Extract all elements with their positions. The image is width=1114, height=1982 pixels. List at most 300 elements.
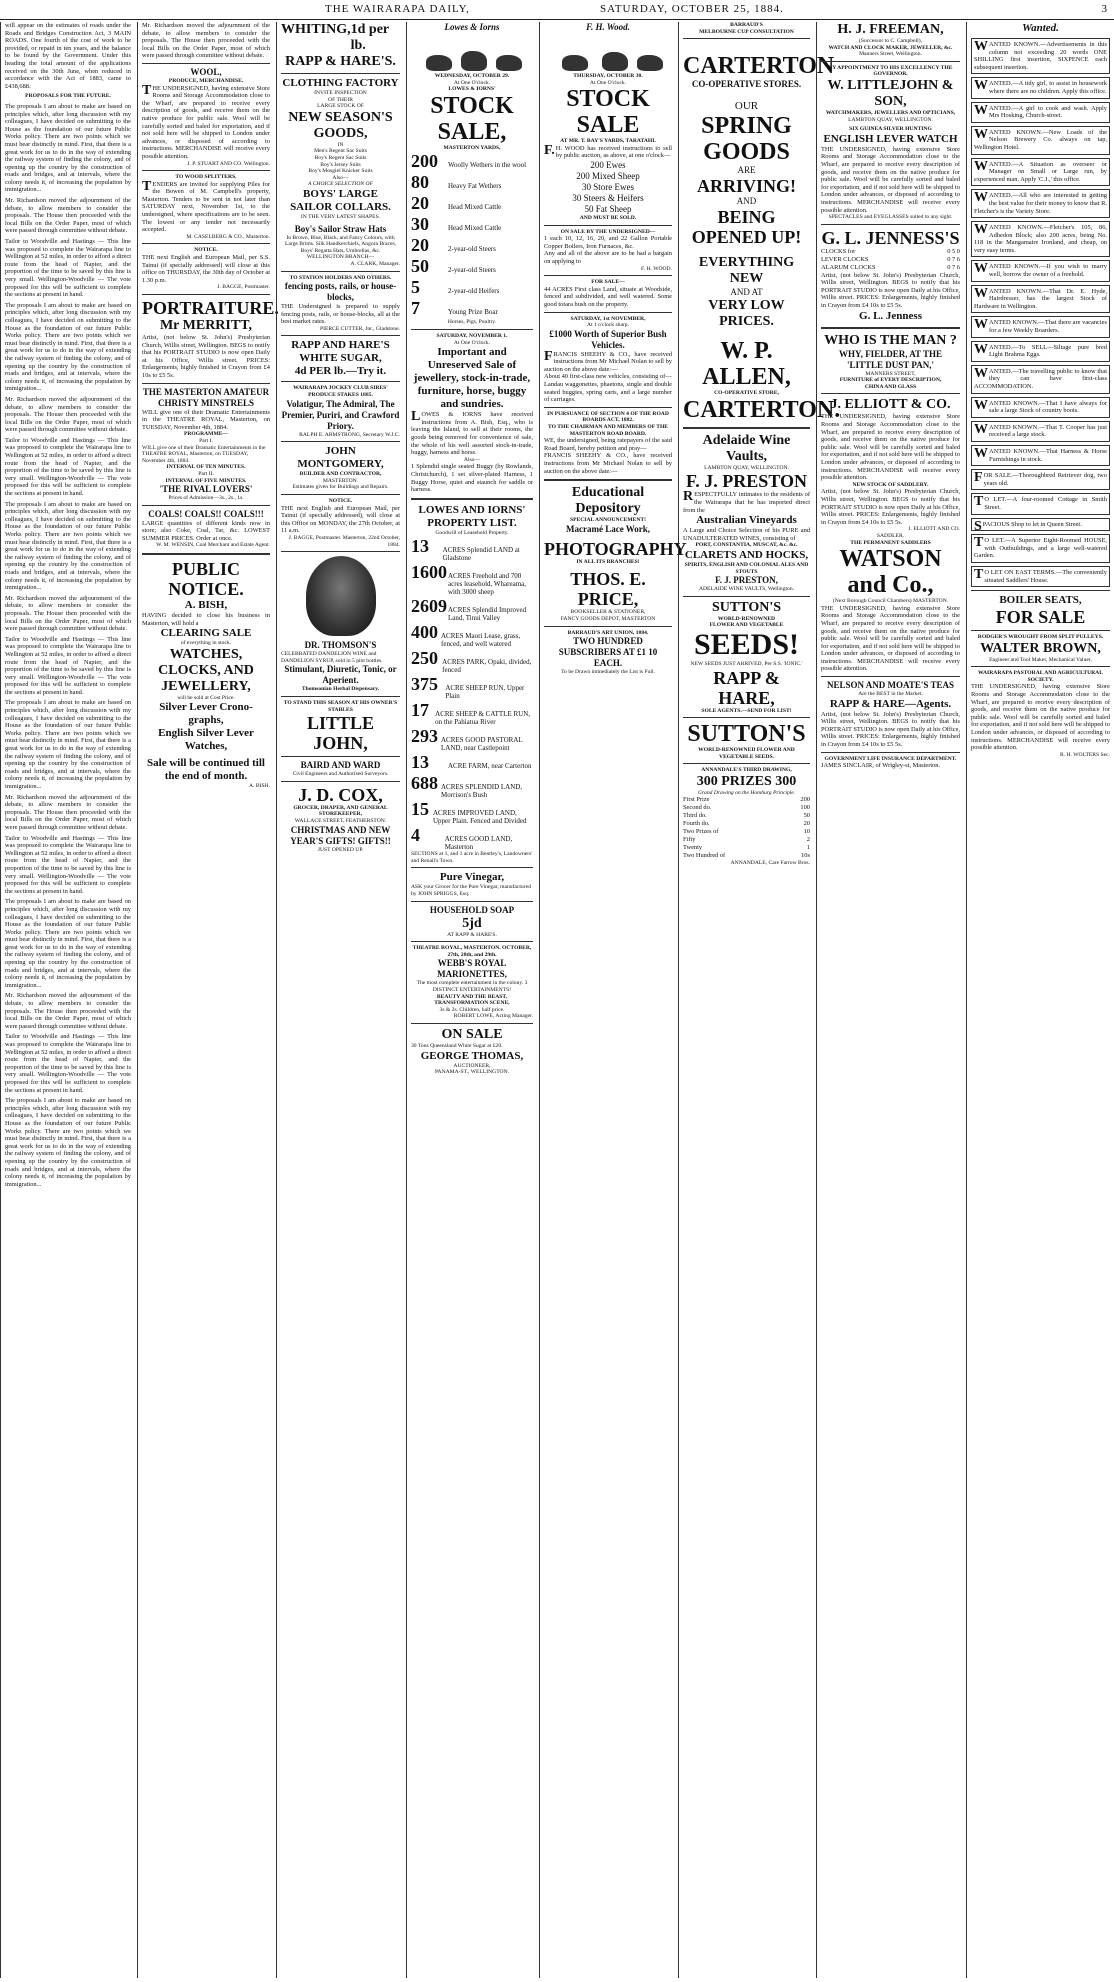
theatre-royal: THEATRE ROYAL, MASTERTON. OCTOBER, 27th, 28th, and 29th. (412, 945, 532, 958)
thursday-date: THURSDAY, OCTOBER 30. (573, 73, 643, 79)
builder-location: MASTERTON. (322, 477, 359, 484)
property-label: ACRES GOOD LAND, Masterton (444, 835, 513, 852)
lot-label: 2-year-old Heifers (448, 287, 500, 296)
cox-name: J. D. COX, (298, 784, 383, 805)
news-body-2: Mr. Richardson moved the adjournment of the debate, to allow members to consider the proposals. The House then proceeded with the local Bills on the Order Paper, most of which were passed through committee without debate. (5, 197, 131, 235)
stock-item: 200 Mixed Sheep (576, 170, 640, 181)
melbourne-cup: MELBOURNE CUP CONSULTATION (699, 28, 794, 35)
watchmakers: WATCHMAKERS, JEWELLERS AND OPTICIANS, (825, 109, 956, 116)
prize-row (683, 804, 810, 812)
auctioneer: AUCTIONEER, (453, 1062, 491, 1069)
lot-number: 5 (411, 277, 420, 298)
adelaide-vaults: Adelaide Wine Vaults, (702, 432, 791, 464)
column-news (0, 22, 135, 1978)
lot-row (411, 235, 533, 256)
clock-row (821, 256, 960, 264)
wood-splitters-title: TO WOOD SPLITTERS. (175, 174, 237, 181)
latest-shapes: IN THE VERY LATEST SHAPES. (300, 213, 381, 220)
prize-value: 1 (806, 844, 810, 852)
prize-row (683, 852, 810, 860)
petition-filler: FRANCIS SHEEHY & CO., have received instructions from Mr Michael Nolan to sell by auction on the above date:— (544, 452, 672, 475)
news-body-3-repeat-2: Tailor to Woodville and Hastings — This line was proposed to complete the Wairarapa line to Wellington at 52 miles, in order to afford a direct route from the head of Napier, and the proportion of the time to be saved by this line is very small. Wellington-Woodville — The vote proposed for this will be sufficient to complete the sections at present in hand. (5, 635, 131, 696)
by-appointment: BY APPOINTMENT TO HIS EXCELLENCY THE GOVERNOR. (828, 64, 953, 78)
builder-estimates: Estimates given for Buildings and Repairs. (292, 484, 389, 491)
property-label: ACRES Freehold and 700 acres leasehold, Whareama, with 3000 sheep (448, 572, 526, 597)
australian-vineyards: Australian Vineyards (696, 514, 797, 527)
wanted-ad: WANTED KNOWN.—That T. Cooper has just received a large stock. (971, 421, 1110, 442)
thos-price: THOS. E. PRICE, (570, 569, 646, 610)
prize-value: 2 (806, 836, 810, 844)
stock-item: 30 Store Ewes (582, 181, 634, 192)
coop-stores: CO-OPERATIVE STORES. (691, 79, 802, 90)
wanted-ad: WANTED KNOWN.—That Dr. E. Hyde, Hairdresser, has the largest Stock of Hardware in Wellington. (971, 285, 1110, 314)
lot-row (411, 172, 533, 193)
vehicles-list: About 40 first-class new vehicles, consisting of— (544, 373, 672, 381)
annandale-sign: ANNANDALE, Care Farrow Bros. (730, 860, 810, 867)
wanted-heading: Wanted. (1022, 22, 1059, 34)
property-number: 688 (411, 773, 438, 794)
notice-sign: J. BAGGE, Postmaster. (217, 284, 270, 291)
lot-row (411, 298, 533, 319)
whiting-title: WHITING, (281, 22, 351, 37)
lot-label: Woolly Wethers in the wool (448, 161, 527, 170)
merritt-name: Mr MERRITT, (159, 318, 253, 333)
freeman-successor: (Successor to C. Campbell), (859, 38, 922, 44)
prize-name: First Prize (683, 796, 710, 804)
prize-row (683, 828, 810, 836)
little-john-heading: TO STAND THIS SEASON AT HIS OWNER'S STABLES (283, 699, 398, 713)
wanted-ad: WANTED.—To SELL—Siltage pure bred Light Brahma Eggs. (971, 341, 1110, 362)
wanted-ad: WANTED KNOWN.—That Harness & Horse Furnishings in stock. (971, 445, 1110, 466)
educational-depository: Educational Depository (571, 485, 645, 517)
pastoral-body: THE UNDERSIGNED, having extensive Store Rooms and Storage Accommodation close to the Wharf, are prepared to receive every description of goods, and receive them on the native produce for public sale. Wool will be carefully sorted and baled for exportation, and if not sold here will be shipped to London under advances, or disposed of according to instructions. MERCHANDISE will receive every possible attention. (971, 683, 1110, 752)
our-label: OUR (734, 100, 759, 113)
portraiture-title: PORTRAITURE. (142, 298, 279, 318)
wanted-ad: WANTED.—The travelling public to know that they can have first-class ACCOMMODATION. (971, 365, 1110, 394)
stock-item: 200 Ewes (590, 159, 626, 170)
property-row (411, 700, 533, 726)
suttons-title: SUTTON'S (712, 599, 781, 615)
being-opened: BEING OPENED UP! (691, 207, 802, 248)
property-number: 250 (411, 648, 438, 669)
barraud-title: BARRAUD'S (730, 22, 763, 28)
prize-row (683, 796, 810, 804)
property-row (411, 752, 533, 773)
clock-row (821, 264, 960, 272)
permanent-saddlers: THE PERMANENT SADDLERS (850, 539, 931, 546)
clock-name: CLOCKS for (821, 247, 856, 255)
notice-body: THE next English and European Mail, per S.S. Tainui (if specially addressed) will close at this office on THURSDAY, the 30th day of October at 1.30 p.m. (142, 254, 270, 284)
stimulant: Stimulant, Diuretic, Tonic, or Aperient. (284, 664, 397, 686)
on-sale-undersigned: ON SALE BY THE UNDERSIGNED— (560, 228, 656, 235)
property-row (411, 596, 533, 622)
new-saddlery: NEW STOCK OF SADDLERY. (852, 481, 929, 488)
property-row (411, 562, 533, 596)
jockey-title: WAIRARAPA JOCKEY CLUB SIRES' PRODUCE STAKES 1885. (293, 385, 388, 399)
important-sale: Important and Unreserved Sale of jewellery, stock-in-trade, furniture, horse, buggy and sundries. (413, 346, 531, 411)
prize-name: Fourth do. (683, 820, 710, 828)
property-row (411, 773, 533, 799)
fielder: WHY, FIELDER, AT THE 'LITTLE DUST PAN,' (839, 348, 942, 370)
insurance-body: JAMES SINCLAIR, of Wrigley-st, Masterton. (821, 762, 941, 770)
sailor-collars: BOYS' LARGE SAILOR COLLARS. (290, 187, 391, 213)
lambton-quay-2: LAMBTON QUAY, WELLINGTON. (848, 116, 933, 123)
lot-row (411, 214, 533, 235)
who-is-the-man: WHO IS THE MAN ? (824, 332, 957, 348)
dr-thomson: DR. THOMSON'S (304, 640, 377, 651)
horses-pigs: Horses, Pigs, Poultry. (447, 319, 497, 326)
clark-manager: A. CLARK, Manager. (350, 260, 400, 267)
property-label: ACRES PARK, Opaki, divided, fenced (442, 658, 532, 675)
straw-hats: Boy's Sailor Straw Hats (294, 223, 387, 234)
news-body: The proposals I am about to make are based on principles which, after long discussion with my colleagues, I have decided on submitting to the House as the foundation of our future Public Works policy. There are two points which we must bear distinctly in mind. First, that there is a great work for us to do in the way of extending the railway system of finding the colony, and of opening up the country by the construction of roads and bridges, and at intervals, where the colony needs it, of increasing the population by immigration... (5, 102, 131, 194)
wednesday-date: WEDNESDAY, OCTOBER 29. (434, 73, 510, 79)
wood-splitters-sign: M. CASELBERG & CO., Masterton. (186, 233, 270, 240)
cost-price: will be sold at Cost Price. (177, 694, 235, 701)
walter-brown: WALTER BROWN, (980, 640, 1101, 656)
property-label: ACRES Splendid LAND at Gladstone (442, 546, 520, 563)
on-sale-title: ON SALE (441, 1027, 503, 1042)
boys-suits: Boy's Regent Sac Suits (314, 154, 367, 161)
watson-sub: (Next Borough Council Chambers) MASTERTON. (832, 598, 949, 605)
column-ads-2 (276, 22, 404, 1978)
clock-price: 0 7 6 (947, 263, 960, 271)
property-number: 400 (411, 622, 438, 643)
wool-title: WOOL, (190, 66, 222, 77)
prize-name: Third do. (683, 812, 707, 820)
lowes-iorns-label: LOWES & IORNS' (448, 86, 496, 93)
jenness-sign: G. L. Jenness (859, 309, 922, 322)
fencing-title: fencing posts, rails, or house-blocks, (284, 281, 397, 303)
furniture: FURNITURE of EVERY DESCRIPTION, (839, 377, 942, 384)
coals-body: LARGE quantities of different kinds now in store; also Coke, Coal, Tar, &c. LOWEST SUMMER PRICES. Order at once. (142, 519, 270, 542)
lot-number: 200 (411, 151, 438, 172)
watson-body: THE UNDERSIGNED, having extensive Store Rooms and Storage Accommodation close to the Wharf, are prepared to receive every description of goods, and receive them on the native produce for public sale. Wool will be carefully sorted and baled for exportation, and if not sold here will be shipped to London under advances, or disposed of according to instructions. MERCHANDISE will receive every possible attention. (821, 604, 960, 673)
lot-number: 7 (411, 298, 420, 319)
property-number: 13 (411, 536, 429, 557)
wood-heading: F. H. Wood. (586, 22, 630, 32)
pastoral-society: WAIRARAPA PASTORAL AND AGRICULTURAL SOCIETY. (978, 670, 1103, 683)
lot-number: 20 (411, 235, 429, 256)
white-sugar: RAPP AND HARE'S WHITE SUGAR, (291, 339, 390, 365)
jockey-sign: RALPH E. ARMSTRONG, Secretary W.J.C. (299, 431, 400, 438)
station-holders: TO STATION HOLDERS AND OTHERS. (289, 274, 392, 281)
sole-agents: SOLE AGENTS.—SEND FOR LIST! (701, 707, 792, 714)
for-sale-boilers: FOR SALE (995, 607, 1086, 628)
lot-label: Heavy Fat Wethers (448, 182, 502, 191)
english-lever-watch: ENGLISH LEVER WATCH (823, 132, 958, 145)
amateur-title: THE MASTERTON AMATEUR CHRISTY MINSTRELS (142, 386, 270, 408)
straw-body: In Brown, Blue, Black, and Fancy Colours, with Large Brims. Silk Handkerchiefs, Angora Braces, Boys' Regatta Hats, Umbrellas, &c. (284, 234, 397, 254)
news-body-2-repeat-4: Mr. Richardson moved the adjournment of the debate, to allow members to consider the proposals. The House then proceeded with the local Bills on the Order Paper, most of which were passed through committee without debate. (5, 992, 131, 1030)
choice-selection: A CHOICE SELECTION OF (307, 181, 373, 188)
saddlery-body: Artist, (not below St. John's) Presbyterian Church, Willis street, Wellington. BEGS to notify that his PORTRAIT STUDIO is now open Daily at his Office, Willis street. PRICES: Enlargements, highly finished in Crayon from £4 10s to £5 5s. (821, 488, 960, 526)
saturday-date: SATURDAY, NOVEMBER 1. (436, 332, 508, 339)
one-oclock-sharp: At 1 o'clock sharp. (586, 322, 630, 329)
property-label: ACRES SPLENDID LAND, Morrison's Bush (441, 783, 523, 800)
in-label: IN (337, 141, 344, 148)
life-insurance: GOVERNMENT LIFE INSURANCE DEPARTMENT. (824, 755, 957, 762)
prize-value: 10 (803, 828, 810, 836)
bish-sign: A. BISH. (249, 783, 270, 790)
special-announcement: SPECIAL ANNOUNCEMENT! (570, 517, 646, 524)
thursday-time: At One O'clock. (589, 79, 627, 86)
wanted-ad: WANTED.—A tidy girl, to assist in housework where there are no children. Apply this office. (971, 77, 1110, 98)
spirits: SPIRITS, ENGLISH AND COLONIAL ALES AND STOUTS (684, 561, 809, 575)
wolters-sign: R. H. WOLTERS Sec. (1059, 751, 1110, 758)
jenness-body: Artist, (not below St. John's) Presbyterian Church, Willis street, Wellington. BEGS to notify that his PORTRAIT STUDIO is now open Daily at his Office, Willis street. PRICES: Enlargements, highly finished in Crayon from £4 10s to £5 5s. (821, 271, 960, 310)
bay-yards: AT MR. T. BAY'S YARDS, TARATAHI. (560, 138, 656, 145)
new-seeds: NEW SEEDS JUST ARRIVED, Per S.S. 'IONIC.' (690, 660, 803, 667)
jenness-title: G. L. JENNESS'S (821, 227, 960, 248)
prize-row (683, 836, 810, 844)
prize-name: Twenty (683, 844, 703, 852)
property-label: ACRES IMPROVED LAND, Upper Plain. Fenced and Divided (432, 809, 527, 826)
cattle-illustration (417, 35, 527, 71)
prize-list (683, 796, 810, 860)
new-seasons: NEW SEASON'S GOODS, (288, 109, 393, 141)
clock-name: LEVER CLOCKS (821, 255, 869, 263)
bish-body: HAVING decided to close his business in Masterton, will hold a (142, 612, 270, 627)
soap-price: 5jd (462, 915, 482, 931)
prize-name: Second do. (683, 804, 712, 812)
masthead (0, 0, 1114, 20)
news-body-1-repeat-5: The proposals I am about to make are based on principles which, after long discussion with my colleagues, I have decided on submitting to the House as the foundation of our future Public Works policy. There are two points which we must bear distinctly in mind. First, that there is a great work for us to do in the way of extending the railway system of finding the colony, and of opening up the country by the construction of roads and bridges, and at intervals, where the colony needs it, of increasing the population by immigration... (5, 1097, 131, 1188)
news-body-1-repeat: The proposals I am about to make are based on principles which, after long discussion with my colleagues, I have decided on submitting to the House as the foundation of our future Public Works policy. There are two points which we must bear distinctly in mind. First, that there is a great work for us to do in the way of extending the railway system of finding the colony, and of opening up the country by the construction of roads and bridges, and at intervals, where the colony needs it, of increasing the population by immigration... (5, 301, 131, 393)
clock-list (821, 248, 960, 272)
property-row (411, 799, 533, 825)
wanted-ad: FOR SALE.—Thoroughbred Retriever dog, two years old. (971, 469, 1110, 490)
flower-vegetable: FLOWER AND VEGETABLE (709, 622, 784, 629)
column-jewellers (816, 22, 964, 1978)
montgomery-name: JOHN MONTGOMERY, (297, 445, 384, 471)
acting-manager: ROBERT LOWE, Acting Manager. (453, 1013, 533, 1020)
boys-jersey: Boy's Jersey Suits (320, 161, 361, 168)
rapp-agents: RAPP & HARE—Agents. (829, 697, 952, 710)
also-label-2: Also— (463, 456, 481, 463)
preston-name: F. J. PRESTON (685, 471, 808, 492)
property-number: 375 (411, 674, 438, 695)
lowes-heading: Lowes & Iorns (444, 22, 500, 32)
interval-2: INTERVAL OF FIVE MINUTES. (165, 477, 247, 484)
property-list (411, 536, 533, 851)
lots-list (411, 151, 533, 319)
boilers-body: 1 each 10, 12, 16, 20, and 22 Gallon Portable Copper Boilers, Iron Furnaces, &c. (544, 235, 672, 250)
two-hundred-subscribers: TWO HUNDRED SUBSCRIBERS AT £1 10 EACH. (558, 636, 658, 669)
wanted-ad: WANTED KNOWN.—New Loads of the Nelson Brewery Co. always on tap, Wellington Hotel. (971, 126, 1110, 155)
masthead-title: THE WAIRARAPA DAILY, (325, 3, 470, 15)
china-glass: CHINA AND GLASS (864, 383, 917, 390)
property-number: 1600 (411, 562, 447, 583)
public-notice-title: PUBLIC NOTICE. (168, 559, 244, 600)
news-body-1-repeat-3: The proposals I am about to make are based on principles which, after long discussion with my colleagues, I have decided on submitting to the House as the foundation of our future Public Works policy. There are two points which we must bear distinctly in mind. First, that there is a great work for us to do in the way of extending the railway system of finding the colony, and of opening up the country by the construction of roads and bridges, and at intervals, where the colony needs it, of increasing the population by immigration... (5, 699, 131, 790)
clock-row (821, 248, 960, 256)
prize-name: Two Prizes of (683, 828, 719, 836)
programme: PROGRAMME— (183, 431, 229, 438)
panama-street: PANAMA-ST., WELLINGTON. (434, 1069, 510, 1076)
merritt-body: Artist, (not below St. John's) Presbyterian Church, Willis street, Wellington. BEGS to notify that his PORTRAIT STUDIO is now open Daily at his Office, Willis street. PRICES: Enlargements, highly finished in Crayon from £4 10s to £5 5s. (142, 334, 270, 379)
interval-1: INTERVAL OF TEN MINUTES. (166, 464, 246, 471)
lot-label: 2-year-old Steers (448, 266, 496, 275)
wanted-ad: TO LET.—A four-roomed Cottage in Smith Street. (971, 493, 1110, 514)
everything-stock: of everything in stock. (180, 640, 232, 647)
lot-label: Head Mixed Cattle (448, 203, 502, 212)
art-union: BARRAUD'S ART UNION, 1884. (567, 629, 649, 636)
lot-number: 50 (411, 256, 429, 277)
buggy-body: 1 Splendid single seated Buggy (by Rowlands, Christchurch), 1 set silver-plated Harness, 1 Buggy Horse, quiet and staunch for saddle or harness. (411, 463, 533, 494)
news-body-1-repeat-2: The proposals I am about to make are based on principles which, after long discussion with my colleagues, I have decided on submitting to the House as the foundation of our future Public Works policy. There are two points which we must bear distinctly in mind. First, that there is a great work for us to do in the way of extending the railway system of finding the colony, and of opening up the country by the construction of roads and bridges, and at intervals, where the colony needs it, of increasing the population by immigration... (5, 500, 131, 592)
property-row (411, 648, 533, 674)
suttons-2: SUTTON'S (687, 721, 806, 748)
baird-sub: Civil Engineers and Authorised Surveyors. (292, 771, 389, 778)
lot-row (411, 151, 533, 172)
webb-marionettes: WEBB'S ROYAL MARIONETTES, (437, 958, 507, 980)
prize-name: Two Hundred of (683, 852, 726, 860)
wanted-ad: SPACIOUS Shop to let in Queen Street. (971, 518, 1110, 532)
world-renowned-2: WORLD-RENOWNED FLOWER AND VEGETABLE SEEDS. (698, 747, 795, 760)
rapp-hare-seeds: RAPP & HARE, (713, 667, 780, 708)
wool-body: THE UNDERSIGNED, having extensive Store Rooms and Storage Accommodation close to the Wharf, are prepared to receive every description of goods, and receive them on the native produce for public sale. Wool will be carefully sorted and baled for exportation, and if not sold here will be shipped to London under advances, or disposed of according to instructions. MERCHANDISE will receive every possible attention. (142, 82, 270, 160)
mail-notice-sign: J. BAGGE, Postmaster. Masterton, 22nd October, 1884. (288, 535, 400, 548)
wanted-list (971, 38, 1110, 587)
saturday-nov: SATURDAY, 1st NOVEMBER, (570, 315, 646, 322)
jockey-sires: Volatigur, The Admiral, The Premier, Puriri, and Crawford Priory. (281, 398, 400, 431)
masthead-date: SATURDAY, OCTOBER 25, 1884. (600, 3, 784, 15)
property-number: 17 (411, 700, 429, 721)
best-in-market: Are the BEST in the Market. (858, 691, 923, 698)
of-their: OF THEIR (328, 96, 353, 103)
property-row (411, 674, 533, 700)
fencing-sign: PIERCE CUTTER, Jnr., Gladstone. (319, 325, 400, 332)
fencing-body: THE Undersigned is prepared to supply fencing posts, rails, or house-blocks, all at the best market rates. (281, 303, 400, 326)
clothing-factory: CLOTHING FACTORY (282, 77, 399, 89)
lot-label: Head Mixed Cattle (448, 224, 502, 233)
masthead-page: 3 (1101, 3, 1108, 15)
boiler-seats: BOILER SEATS, (999, 594, 1082, 607)
wanted-ad: TO LET.—A Superior Eight-Roomed HOUSE, with Outbuildings, and a large well-watered Garden. (971, 534, 1110, 563)
goodwill: Goodwill of Leasehold Property. (435, 529, 509, 536)
lot-number: 20 (411, 193, 429, 214)
wines-body: A Large and Choice Selection of his PURE and UNADULTERATED WINES, consisting of (683, 527, 810, 542)
preston-2: F. J. PRESTON, (715, 575, 778, 586)
news-body-2-repeat-3: Mr. Richardson moved the adjournment of the debate, to allow members to consider the proposals. The House then proceeded with the local Bills on the Order Paper, most of which were passed through committee without debate. (5, 793, 131, 831)
lot-label: Young Prize Boar (448, 308, 498, 317)
part-2: Part II. (198, 470, 214, 477)
at-one-oclock: At One O'clock. (453, 79, 491, 86)
vinegar-title: Pure Vinegar, (439, 871, 505, 884)
prize-value: 20 (803, 820, 810, 828)
prize-value: 10s (801, 852, 810, 860)
news-body-3: Tailor to Woodville and Hastings — This line was proposed to complete the Wairarapa line to Wellington at 52 miles, in order to afford a direct route from the head of Napier, and the proportion of the time to be saved by this line is very small. Wellington-Woodville — The vote proposed for this will be sufficient to complete the sections at present in hand. (5, 238, 131, 299)
wood-sign: F. H. WOOD. (641, 265, 672, 272)
lot-row (411, 193, 533, 214)
silver-chronographs: Silver Lever Crono- graphs, (159, 701, 253, 727)
must-be-sold: AND MUST BE SOLD. (579, 214, 637, 221)
column-wanted (966, 22, 1114, 1978)
walter-sub: Engineer and Tool Maker, Mechanical Valuer, (989, 656, 1092, 663)
news-continued-text: Mr. Richardson moved the adjournment of the debate, to allow members to consider the proposals. The House then proceeded with the local Bills on the Order Paper, most of which were passed through committee without debate. (142, 22, 270, 60)
very-low-prices: VERY LOW PRICES. (708, 298, 785, 330)
invite-inspection: INVITE INSPECTION (314, 90, 367, 96)
property-number: 2609 (411, 596, 447, 617)
clock-name: ALARUM CLOCKS (821, 263, 876, 271)
news-heading: PROPOSALS FOR THE FUTURE. (25, 93, 111, 100)
sale-continued: Sale will be continued till the end of month. (147, 757, 265, 783)
elliott-name: J. ELLIOTT & CO. (830, 397, 951, 413)
gifts: CHRISTMAS AND NEW YEAR'S GIFTS! GIFTS!! (290, 824, 391, 846)
webb-body: The most complete entertainment in the colony. 3 DISTINCT ENTERTAINMENTS! (416, 980, 528, 994)
baird-ward: BAIRD AND WARD (300, 760, 381, 771)
wool-sign: J. P. STUART AND CO. Wellington. (187, 160, 270, 167)
wanted-ad: WANTED KNOWN.—Fletcher's 105, 86, Adhedon Block; also 200 acres, being No. 118 in the Mangamaire Ironland, and cheap, on very easy terms. (971, 221, 1110, 257)
buggies-list: Landau waggonettes, phaetons, single and double seated buggies, spring carts, and a large number of carriages. (544, 381, 672, 404)
builder-contractor: BUILDER AND CONTRACTOR, (299, 471, 382, 478)
bish-name: A. BISH, (184, 599, 228, 612)
lot-number: 30 (411, 214, 429, 235)
petition-body: WE, the undersigned, being ratepayers of the said Road Board, hereby petition and pray— (544, 437, 672, 452)
macrame-lace: Macramé Lace Work, (565, 523, 651, 534)
wanted-ad: WANTED KNOWN.—That there are vacancies for a few Weekly Boarders. (971, 316, 1110, 337)
saddler-label: SADDLER. (876, 532, 905, 539)
wanted-ad: TO LET ON EAST TERMS.—The conveniently situated Saddlers' House. (971, 566, 1110, 587)
bush-vehicles: £1000 Worth of Superior Bush Vehicles. (549, 328, 667, 350)
household-soap: HOUSEHOLD SOAP (429, 904, 515, 915)
lot-label: 2-year-old Steers (448, 245, 496, 254)
news-body-3-repeat-3: Tailor to Woodville and Hastings — This line was proposed to complete the Wairarapa line to Wellington at 52 miles, in order to afford a direct route from the head of Napier, and the proportion of the time to be saved by this line is very small. Wellington-Woodville — The vote proposed for this will be sufficient to complete the sections at present in hand. (5, 834, 131, 895)
news-body-1-repeat-4: The proposals I am about to make are based on principles which, after long discussion with my colleagues, I have decided on submitting to the House as the foundation of our future Public Works policy. There are two points which we must bear distinctly in mind. First, that there is a great work for us to do in the way of extending the railway system of finding the colony, and of opening up the country by the construction of roads and bridges, and at intervals, where the colony needs it, of increasing the population by immigration... (5, 898, 131, 989)
important-body: LOWES & IORNS have received instructions from A. Bish, Esq., who is leaving the Island, to sell at their rooms, the goods being removed for convenience of sale, the whole of his well assorted stock-in-trade, buggy, harness and horse. (411, 409, 533, 457)
arriving: ARRIVING! (697, 176, 796, 197)
world-renowned: WORLD-RENOWNED (717, 615, 776, 622)
wanted-ad: WANTED KNOWN.—If you wish to marry well, borrow the owner of a freehold. (971, 260, 1110, 281)
nelson-teas: NELSON AND MOATE'S TEAS (827, 680, 954, 691)
stock-items (544, 160, 672, 215)
wanted-ad: WANTED.—A girl to cook and wash. Apply Mrs Hosking, Church-street. (971, 102, 1110, 123)
cox-sub: GROCER, DRAPER, AND GENERAL STOREKEEPER, (293, 804, 388, 818)
sheep-illustration (550, 35, 665, 71)
lot-row (411, 277, 533, 298)
lot-row (411, 256, 533, 277)
property-label: ACRES Splendid Improved Land, Tinui Valley (448, 606, 527, 623)
property-number: 4 (411, 825, 420, 846)
clearing-sale: CLEARING SALE (160, 627, 252, 640)
watson-name: WATSON and Co., (839, 546, 942, 599)
carterton-title: CARTERTON (683, 53, 835, 80)
property-row (411, 825, 533, 851)
spectacles: SPECTACLES and EYEGLASSES suited to any sight. (828, 214, 953, 221)
at-rapp: AT RAPP & HARE'S. (447, 931, 497, 938)
coop-store: CO-OPERATIVE STORE, (714, 390, 779, 397)
prize-name: Fifty (683, 836, 696, 844)
property-label: ACRE SHEEP & CATTLE RUN, on the Pahiatua River (435, 710, 530, 727)
manners-street: Manners Street, Wellington. (859, 51, 922, 58)
wanted-ad: WANTED.—A Situation as overseer or Manager on Small or Large run, by experienced man. Apply 'C.J.,' this office. (971, 158, 1110, 187)
for-sale-44: FOR SALE— (591, 279, 625, 286)
preston-body: RESPECTFULLY intimates to the residents of the Wairarapa that he has imported direct from the (683, 489, 810, 514)
just-opened: JUST OPENED UP. (317, 846, 364, 853)
vehicles-body: FRANCIS SHEEHY & CO., have received instructions from Mr Michael Nolan to sell by auction on the above date:— (544, 348, 672, 373)
coals-sign: W. M. WENSIN, Coal Merchant and Estate Agent. (156, 542, 270, 549)
road-boards-act: IN PURSUANCE OF SECTION 4 OF THE ROAD BOARDS ACT, 1882. (547, 410, 669, 424)
all-branches: IN ALL ITS BRANCHES! (576, 558, 640, 565)
property-row (411, 622, 533, 648)
wanted-ad: WANTED.—All who are interested in getting the best value for their money to know that R. Fletcher's is the Variety Store. (971, 189, 1110, 218)
whiting-price: 1d per lb. (350, 22, 389, 53)
sugar-sale: 30 Tons Queensland White Sugar at £20. (411, 1043, 503, 1049)
property-label: ACRE FARM, near Carterton (448, 762, 532, 771)
six-guinea: SIX GUINEA SILVER HUNTING (849, 126, 932, 133)
property-number: 293 (411, 726, 438, 747)
